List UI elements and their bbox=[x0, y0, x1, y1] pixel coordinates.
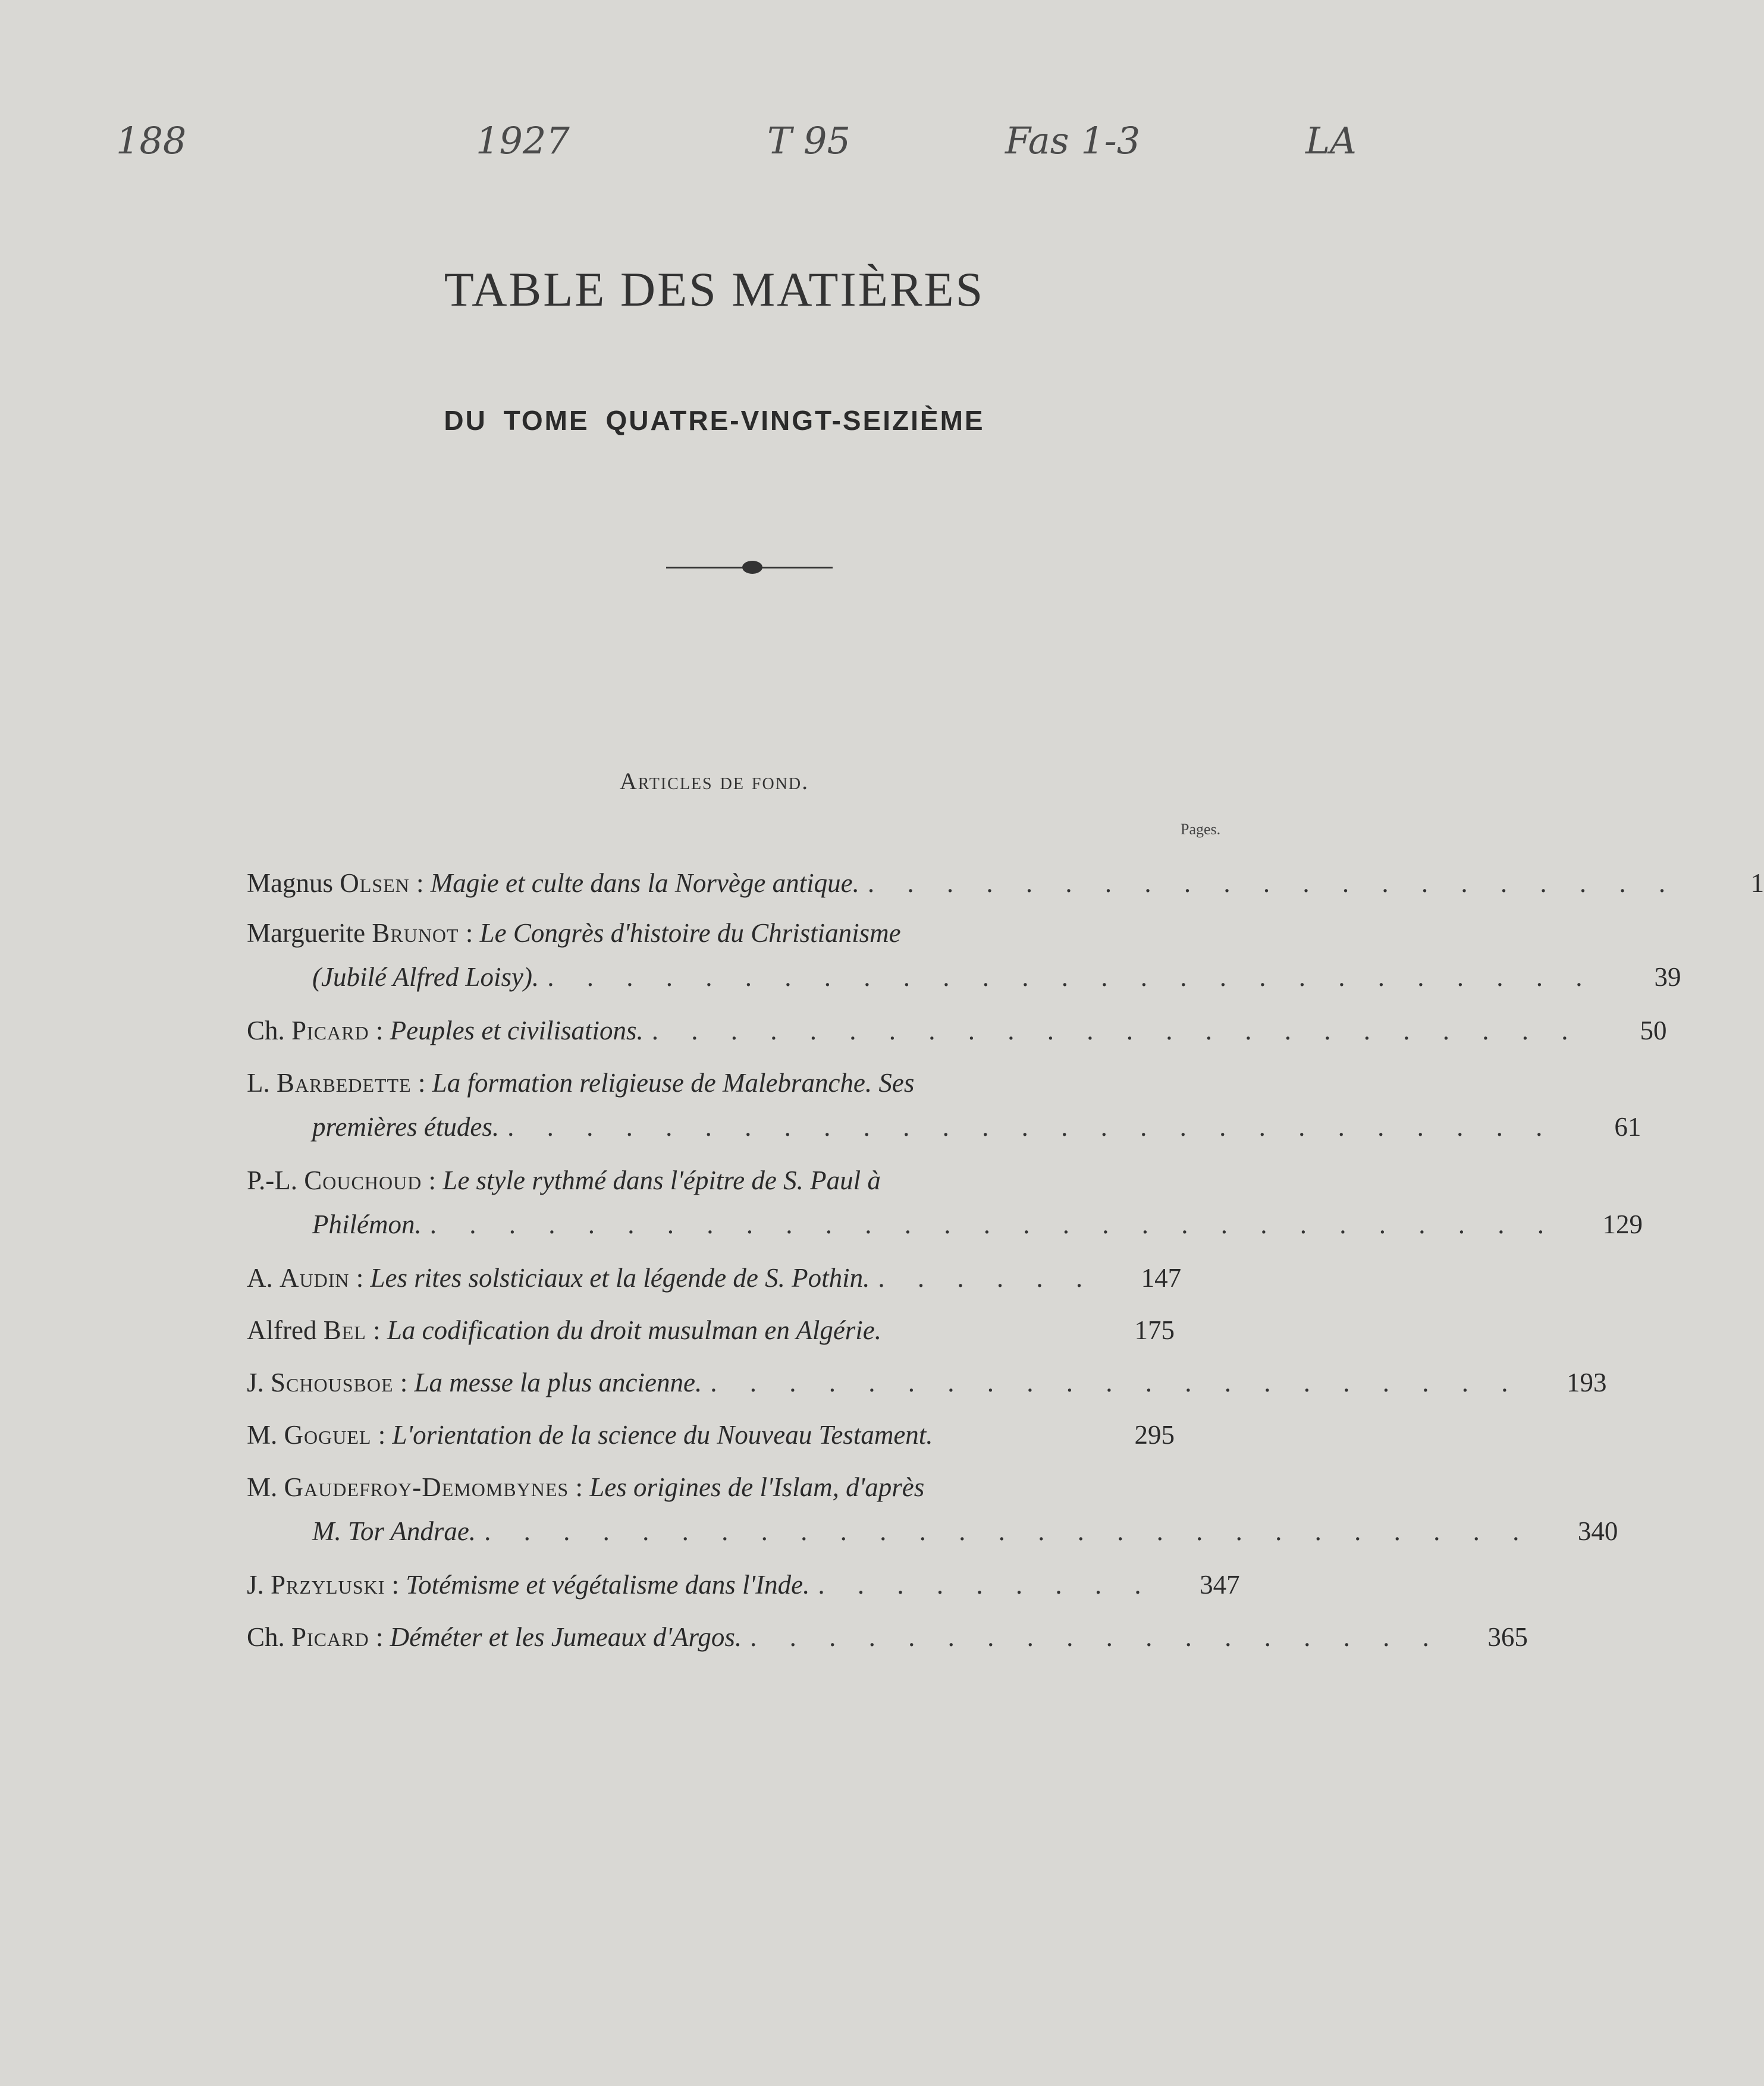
leader-dots: . . . . . . . . . . . . . . . . . . . . . . . . . . . bbox=[484, 1516, 1533, 1546]
handwritten-note: 1927 bbox=[476, 119, 570, 162]
author-first: Marguerite bbox=[247, 918, 366, 948]
article-title: Magie et culte dans la Norvège antique. bbox=[430, 868, 859, 898]
article-title: La formation religieuse de Malebranche. Ses bbox=[432, 1068, 915, 1098]
author-last: Schousboe bbox=[271, 1368, 394, 1397]
leader-dots: . . . . . . . . . . . . . . . . . . . . . . . . . . . . . bbox=[429, 1209, 1557, 1239]
page-number: 295 bbox=[1134, 1420, 1175, 1450]
page-number: 175 bbox=[1134, 1315, 1175, 1345]
author-first: M. bbox=[247, 1420, 278, 1450]
author-first: L. bbox=[247, 1068, 270, 1098]
leader-dots: . . . . . . . . . bbox=[818, 1570, 1154, 1600]
author-last: Picard bbox=[291, 1016, 369, 1045]
handwritten-note: T 95 bbox=[767, 119, 850, 162]
author-last: Barbedette bbox=[277, 1068, 412, 1098]
toc-entry: J. Przyluski : Totémisme et végétalisme dans l'Inde. . . . . . . . . . 347 bbox=[247, 1563, 1175, 1607]
leader-dots: . . . . . . . . . . . . . . . . . . . . . . . . . . . bbox=[507, 1112, 1556, 1142]
article-title-cont: M. Tor Andrae. bbox=[312, 1516, 476, 1546]
leader-dots: . . . . . . . . . . . . . . . . . . bbox=[750, 1622, 1442, 1652]
author-first: P.-L. bbox=[247, 1165, 298, 1195]
article-title-cont: Philémon. bbox=[312, 1209, 422, 1239]
page-number: 340 bbox=[1577, 1516, 1618, 1546]
article-title: Les rites solsticiaux et la légende de S. Pothin. bbox=[370, 1263, 870, 1293]
pages-column-label: Pages. bbox=[1181, 821, 1221, 838]
author-last: Przyluski bbox=[271, 1570, 385, 1600]
author-last: Olsen bbox=[340, 868, 410, 898]
toc-entry: J. Schousboe : La messe la plus ancienne. . . . . . . . . . . . . . . . . . . . . . 193 bbox=[247, 1361, 1175, 1405]
author-last: Picard bbox=[291, 1622, 369, 1652]
author-first: J. bbox=[247, 1368, 264, 1397]
article-title: Peuples et civilisations. bbox=[390, 1016, 644, 1045]
handwritten-note: 188 bbox=[116, 119, 187, 162]
article-title: Déméter et les Jumeaux d'Argos. bbox=[390, 1622, 742, 1652]
article-title: Le Congrès d'histoire du Christianisme bbox=[479, 918, 901, 948]
toc-entry: Marguerite Brunot : Le Congrès d'histoire du Christianisme (Jubilé Alfred Loisy). . . . . . . . . . . . . . . . . . . . . . . . . . . . 39 bbox=[247, 911, 1175, 999]
leader-dots: . . . . . . . . . . . . . . . . . . . . . bbox=[867, 868, 1679, 898]
author-last: Gaudefroy-Demombynes bbox=[284, 1472, 569, 1502]
author-last: Brunot bbox=[372, 918, 459, 948]
toc-entry: L. Barbedette : La formation religieuse de Malebranche. Ses premières études. . . . . . . . . . . . . . . . . . . . . . . . . . . . 61 bbox=[247, 1061, 1175, 1149]
page-number: 39 bbox=[1654, 962, 1681, 992]
page-number: 61 bbox=[1614, 1112, 1641, 1142]
author-first: M. bbox=[247, 1472, 278, 1502]
handwritten-note: Fas 1-3 bbox=[1005, 119, 1141, 162]
author-first: Alfred bbox=[247, 1315, 317, 1345]
author-first: Ch. bbox=[247, 1016, 285, 1045]
article-title: La messe la plus ancienne. bbox=[414, 1368, 702, 1397]
handwritten-note: LA bbox=[1305, 119, 1357, 162]
article-title: L'orientation de la science du Nouveau Testament. bbox=[392, 1420, 933, 1450]
toc-entry: M. Gaudefroy-Demombynes : Les origines de l'Islam, d'après M. Tor Andrae. . . . . . . . . . . . . . . . . . . . . . . . . . . . 340 bbox=[247, 1465, 1175, 1553]
page-number: 50 bbox=[1640, 1016, 1667, 1045]
page-number: 365 bbox=[1487, 1622, 1528, 1652]
toc-entry: P.-L. Couchoud : Le style rythmé dans l'épitre de S. Paul à Philémon. . . . . . . . . . . . . . . . . . . . . . . . . . . . . . 129 bbox=[247, 1158, 1175, 1246]
author-first: Magnus bbox=[247, 868, 333, 898]
article-title-cont: premières études. bbox=[312, 1112, 500, 1142]
toc-entry: A. Audin : Les rites solsticiaux et la légende de S. Pothin. . . . . . . 147 bbox=[247, 1256, 1175, 1300]
author-last: Couchoud bbox=[304, 1165, 422, 1195]
article-title: Totémisme et végétalisme dans l'Inde. bbox=[406, 1570, 810, 1600]
leader-dots: . . . . . . . . . . . . . . . . . . . . . . . . . . . bbox=[547, 962, 1596, 992]
toc-entry: M. Goguel : L'orientation de la science du Nouveau Testament. 295 bbox=[247, 1413, 1175, 1457]
page-title: TABLE DES MATIÈRES bbox=[444, 262, 985, 316]
leader-dots: . . . . . . . . . . . . . . . . . . . . . . . . bbox=[651, 1016, 1581, 1045]
article-title: Le style rythmé dans l'épitre de S. Paul à bbox=[442, 1165, 881, 1195]
leader-dots: . . . . . . bbox=[878, 1263, 1096, 1293]
page-subtitle: DU TOME QUATRE-VINGT-SEIZIÈME bbox=[444, 405, 985, 436]
toc-entry: Alfred Bel : La codification du droit musulman en Algérie. 175 bbox=[247, 1308, 1175, 1352]
article-title: Les origines de l'Islam, d'après bbox=[589, 1472, 925, 1502]
article-title-cont: (Jubilé Alfred Loisy). bbox=[312, 962, 539, 992]
ornament-dot bbox=[742, 561, 762, 574]
toc-entry: Ch. Picard : Déméter et les Jumeaux d'Argos. . . . . . . . . . . . . . . . . . . 365 bbox=[247, 1615, 1175, 1659]
page-number: 1 bbox=[1750, 868, 1764, 898]
author-first: Ch. bbox=[247, 1622, 285, 1652]
leader-dots: . . . . . . . . . . . . . . . . . . . . . bbox=[710, 1368, 1521, 1397]
author-first: A. bbox=[247, 1263, 273, 1293]
section-title: Articles de fond. bbox=[619, 768, 809, 794]
page-number: 347 bbox=[1200, 1570, 1240, 1600]
author-last: Bel bbox=[323, 1315, 366, 1345]
toc-entry: Ch. Picard : Peuples et civilisations. . . . . . . . . . . . . . . . . . . . . . . . . 50 bbox=[247, 1009, 1175, 1053]
author-last: Goguel bbox=[284, 1420, 372, 1450]
page-number: 147 bbox=[1141, 1263, 1182, 1293]
author-last: Audin bbox=[280, 1263, 350, 1293]
page-number: 193 bbox=[1566, 1368, 1607, 1397]
article-title: La codification du droit musulman en Algérie. bbox=[387, 1315, 882, 1345]
toc-entry: Magnus Olsen : Magie et culte dans la Norvège antique. . . . . . . . . . . . . . . . . . . . . . 1 bbox=[247, 861, 1175, 905]
page-number: 129 bbox=[1602, 1209, 1643, 1239]
author-first: J. bbox=[247, 1570, 264, 1600]
